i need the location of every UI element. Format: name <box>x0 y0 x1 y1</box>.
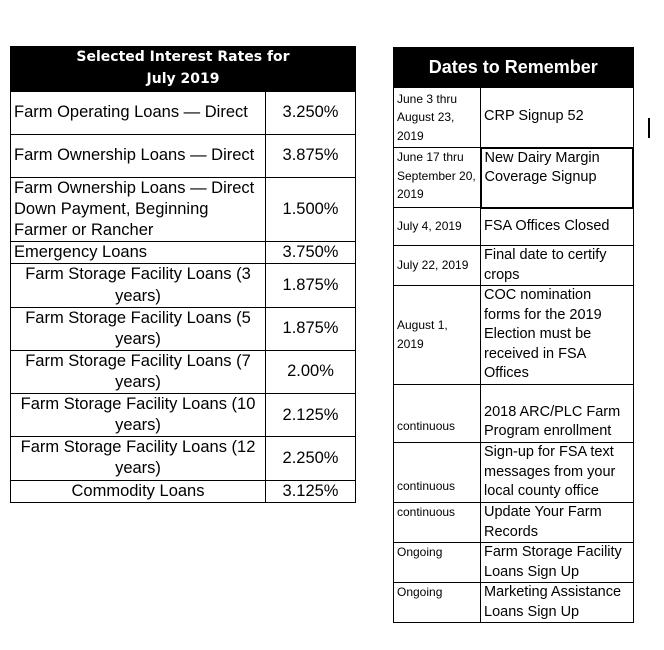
dates-to-remember-table <box>393 47 634 623</box>
loan-type: Emergency Loans <box>11 242 266 264</box>
date-cell: July 22, 2019 <box>394 246 481 286</box>
rate-row <box>11 135 356 178</box>
interest-rate: 3.750% <box>266 242 356 264</box>
interest-rate: 1.875% <box>266 264 356 307</box>
date-cell: Ongoing <box>394 543 481 583</box>
title-line-1: Selected Interest Rates for <box>76 49 290 66</box>
date-row <box>394 148 634 208</box>
rate-row <box>11 92 356 135</box>
loan-type: Farm Storage Facility Loans (12 years) <box>11 437 266 480</box>
loan-type: Farm Ownership Loans — Direct <box>11 135 266 178</box>
event-cell: New Dairy Margin Coverage Signup <box>481 148 634 208</box>
event-cell: CRP Signup 52 <box>481 88 634 148</box>
interest-rate: 2.125% <box>266 394 356 437</box>
date-row <box>394 583 634 623</box>
date-cell: continuous <box>394 384 481 442</box>
rate-row <box>11 242 356 264</box>
rate-row <box>11 480 356 502</box>
loan-type: Farm Storage Facility Loans (3 years) <box>11 264 266 307</box>
date-row <box>394 442 634 502</box>
interest-rate: 3.875% <box>266 135 356 178</box>
loan-type: Farm Storage Facility Loans (5 years) <box>11 307 266 350</box>
interest-rates-table <box>10 46 356 503</box>
rates-table-title <box>11 47 356 92</box>
date-cell: continuous <box>394 442 481 502</box>
date-row <box>394 88 634 148</box>
date-row <box>394 286 634 385</box>
interest-rate: 1.500% <box>266 178 356 242</box>
date-cell: Ongoing <box>394 583 481 623</box>
date-cell: August 1, 2019 <box>394 286 481 385</box>
loan-type: Farm Storage Facility Loans (7 years) <box>11 350 266 393</box>
event-cell: Final date to certify crops <box>481 246 634 286</box>
rate-row <box>11 178 356 242</box>
rate-row <box>11 350 356 393</box>
rate-row <box>11 437 356 480</box>
event-cell: Farm Storage Facility Loans Sign Up <box>481 543 634 583</box>
date-cell: July 4, 2019 <box>394 208 481 246</box>
date-row <box>394 543 634 583</box>
loan-type: Farm Ownership Loans — Direct Down Payment, Beginning Farmer or Rancher <box>11 178 266 242</box>
date-cell: June 3 thru August 23, 2019 <box>394 88 481 148</box>
loan-type: Farm Operating Loans — Direct <box>11 92 266 135</box>
event-cell: Sign-up for FSA text messages from your local county office <box>481 442 634 502</box>
date-row <box>394 208 634 246</box>
rate-row <box>11 394 356 437</box>
date-row <box>394 246 634 286</box>
interest-rate: 2.00% <box>266 350 356 393</box>
interest-rate: 2.250% <box>266 437 356 480</box>
event-cell: FSA Offices Closed <box>481 208 634 246</box>
date-cell: June 17 thru September 20, 2019 <box>394 148 481 208</box>
interest-rate: 3.250% <box>266 92 356 135</box>
interest-rate: 3.125% <box>266 480 356 502</box>
event-cell: 2018 ARC/PLC Farm Program enrollment <box>481 384 634 442</box>
interest-rate: 1.875% <box>266 307 356 350</box>
event-cell: COC nomination forms for the 2019 Election must be received in FSA Offices <box>481 286 634 385</box>
date-row <box>394 384 634 442</box>
text-cursor-mark <box>648 118 650 138</box>
dates-table-title: Dates to Remember <box>394 48 634 88</box>
rate-row <box>11 264 356 307</box>
loan-type: Commodity Loans <box>11 480 266 502</box>
loan-type: Farm Storage Facility Loans (10 years) <box>11 394 266 437</box>
rate-row <box>11 307 356 350</box>
date-cell: continuous <box>394 502 481 542</box>
event-cell: Update Your Farm Records <box>481 502 634 542</box>
title-line-2: July 2019 <box>146 71 220 87</box>
date-row <box>394 502 634 542</box>
event-cell: Marketing Assistance Loans Sign Up <box>481 583 634 623</box>
